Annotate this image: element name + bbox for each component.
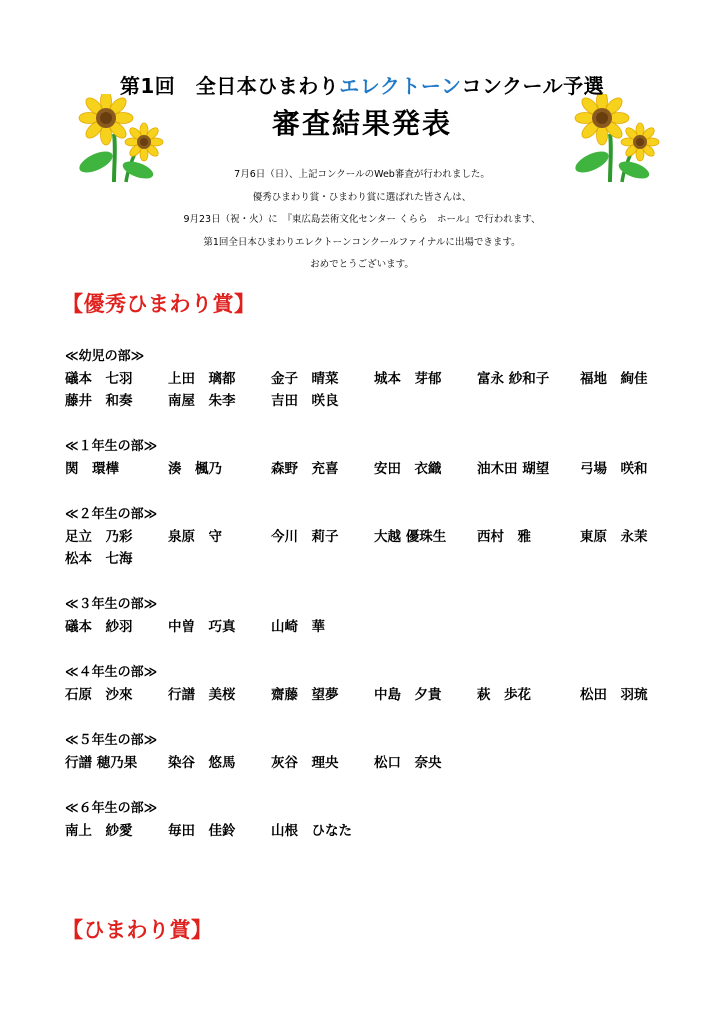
participant-name: 上田 璃都 [168,371,236,387]
intro-line: 9月23日（祝・火）に 『東広島芸術文化センター くらら ホール』で行われます、 [183,214,541,225]
name-row [65,526,685,548]
participant-name: 西村 雅 [477,529,531,545]
participant-name: 森野 充喜 [271,461,339,477]
participant-name: 山根 ひなた [271,823,352,839]
participant-name: 泉原 守 [168,529,222,545]
name-row [65,458,685,480]
grade-section [65,346,685,412]
participant-name: 弓場 咲和 [580,461,648,477]
participant-name: 南屋 朱李 [168,393,236,409]
participant-name: 礒本 紗羽 [65,619,133,635]
participant-name: 中曽 巧真 [168,619,236,635]
participant-name: 行譜 美桜 [168,687,236,703]
participant-name: 南上 紗愛 [65,823,133,839]
name-row [65,684,685,706]
grade-section [65,594,685,638]
grade-section [65,436,685,480]
participant-name: 中島 夕貴 [374,687,442,703]
participant-name: 松本 七海 [65,551,133,567]
participant-name: 城本 芽郁 [374,371,442,387]
participant-name: 安田 衣織 [374,461,442,477]
intro-line: 優秀ひまわり賞・ひまわり賞に選ばれた皆さんは、 [252,191,472,203]
name-row [65,616,685,638]
grades-list [65,346,685,842]
participant-name: 毎田 佳鈴 [168,823,236,839]
participant-name: 萩 歩花 [477,687,531,703]
grade-section [65,504,685,570]
name-row [65,390,685,412]
grade-section [65,798,685,842]
participant-name: 湊 楓乃 [168,461,222,477]
page-title [0,70,724,99]
participant-name: 吉田 咲良 [271,393,339,409]
participant-name: 藤井 和奏 [65,393,133,409]
award-heading-excellent: 【優秀ひまわり賞】 [62,292,256,316]
grade-section [65,662,685,706]
participant-name: 行譜 穂乃果 [65,755,138,771]
participant-name: 松口 奈央 [374,755,442,771]
name-row [65,820,685,842]
grade-label: ≪２年生の部≫ [65,507,158,522]
award-heading-himawari: 【ひまわり賞】 [62,918,213,942]
intro-line: 7月6日（日）、上記コンクールのWeb審査が行われました。 [234,169,490,180]
intro-text [0,164,724,277]
grade-label: ≪３年生の部≫ [65,597,158,612]
participant-name: 齋藤 望夢 [271,687,339,703]
participant-name: 東原 永茉 [580,529,648,545]
participant-name: 石原 沙來 [65,687,133,703]
grade-label: ≪４年生の部≫ [65,665,158,680]
grade-label: ≪６年生の部≫ [65,801,158,816]
participant-name: 礒本 七羽 [65,371,133,387]
grade-label: ≪５年生の部≫ [65,733,158,748]
participant-name: 油木田 瑚望 [477,461,550,477]
participant-name: 関 環樺 [65,461,119,477]
name-row [65,548,685,570]
participant-name: 金子 晴菜 [271,371,339,387]
participant-name: 山崎 華 [271,619,325,635]
grade-label: ≪幼児の部≫ [65,349,145,364]
name-row [65,752,685,774]
participant-name: 福地 絢佳 [580,371,648,387]
participant-name: 松田 羽琉 [580,687,648,703]
name-row [65,368,685,390]
grade-label: ≪１年生の部≫ [65,439,158,454]
intro-line: おめでとうございます。 [310,259,414,270]
participant-name: 大越 優珠生 [374,529,447,545]
intro-line: 第1回全日本ひまわりエレクトーンコンクールファイナルに出場できます。 [203,236,521,248]
title-part1: 第1回 全日本ひまわり [119,74,340,98]
grade-section [65,730,685,774]
participant-name: 染谷 悠馬 [168,755,236,771]
participant-name: 今川 莉子 [271,529,339,545]
title-highlight: エレクトーン [339,74,462,98]
title-part2: コンクール予選 [461,74,605,98]
participant-name: 灰谷 理央 [271,755,339,771]
participant-name: 足立 乃彩 [65,529,133,545]
participant-name: 富永 紗和子 [477,371,550,387]
page-subtitle: 審査結果発表 [271,107,452,140]
